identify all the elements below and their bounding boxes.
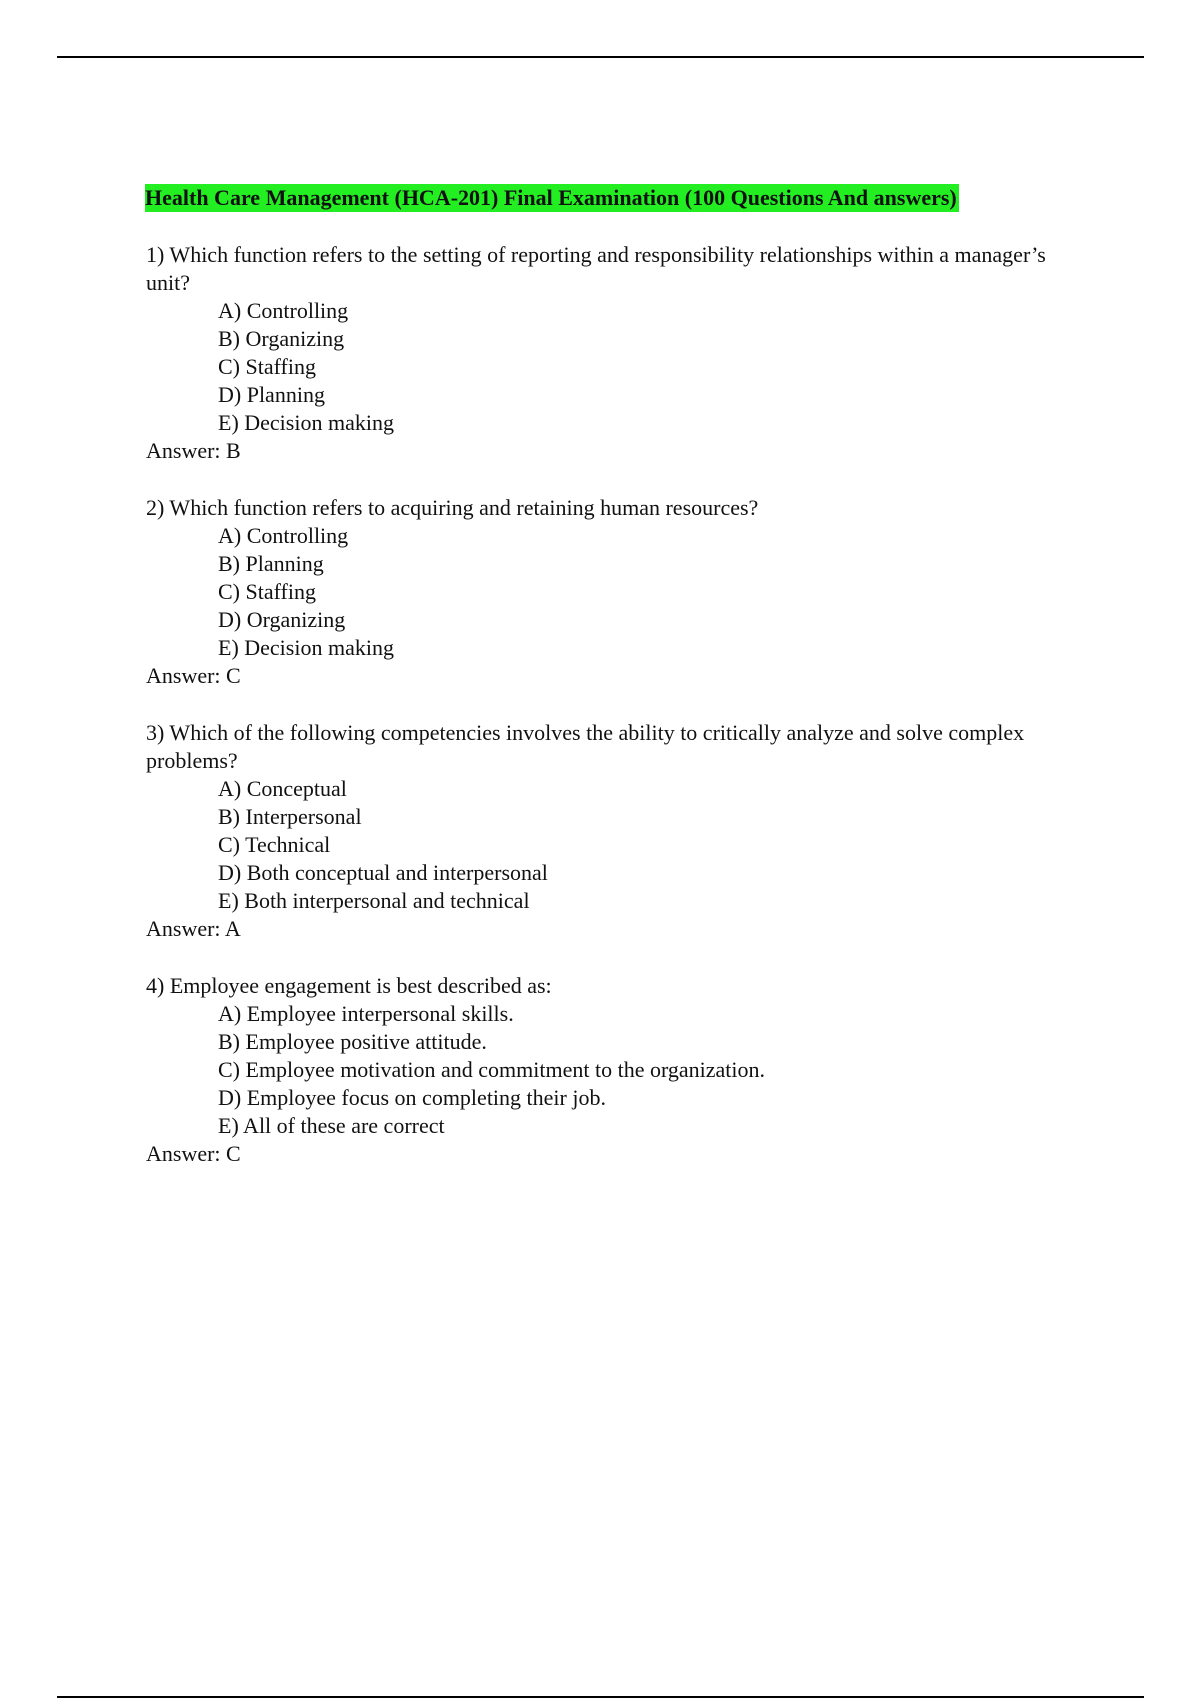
option-c: C) Staffing <box>218 354 316 379</box>
option-d: D) Organizing <box>218 607 346 632</box>
option-list <box>146 775 1046 915</box>
document-title: Health Care Management (HCA-201) Final Examination (100 Questions And answers) <box>145 185 957 210</box>
question-2 <box>146 494 1046 690</box>
question-text: 4) Employee engagement is best described as: <box>146 973 552 998</box>
answer-line: Answer: A <box>146 916 241 941</box>
option-b: B) Planning <box>218 551 324 576</box>
option-e: E) Decision making <box>218 410 394 435</box>
answer-line: Answer: C <box>146 663 241 688</box>
question-3 <box>146 719 1046 943</box>
option-b: B) Interpersonal <box>218 804 362 829</box>
option-b: B) Employee positive attitude. <box>218 1029 487 1054</box>
option-a: A) Conceptual <box>218 776 347 801</box>
question-text: 1) Which function refers to the setting of reporting and responsibility relationships within a manager’s unit? <box>146 242 1046 295</box>
option-d: D) Planning <box>218 382 325 407</box>
top-rule <box>57 56 1144 58</box>
option-d: D) Both conceptual and interpersonal <box>218 860 548 885</box>
question-1 <box>146 241 1046 465</box>
option-c: C) Staffing <box>218 579 316 604</box>
question-4 <box>146 972 1046 1168</box>
option-a: A) Controlling <box>218 523 349 548</box>
option-c: C) Technical <box>218 832 331 857</box>
option-b: B) Organizing <box>218 326 345 351</box>
option-list <box>146 1000 1046 1140</box>
question-text: 3) Which of the following competencies involves the ability to critically analyze and solve complex problems? <box>146 720 1025 773</box>
option-e: E) All of these are correct <box>218 1113 445 1138</box>
option-c: C) Employee motivation and commitment to the organization. <box>218 1057 766 1082</box>
bottom-rule <box>57 1696 1144 1698</box>
question-text: 2) Which function refers to acquiring and retaining human resources? <box>146 495 759 520</box>
option-list <box>146 297 1046 437</box>
option-e: E) Both interpersonal and technical <box>218 888 530 913</box>
option-e: E) Decision making <box>218 635 394 660</box>
document-content <box>146 184 1046 1197</box>
option-list <box>146 522 1046 662</box>
option-a: A) Employee interpersonal skills. <box>218 1001 514 1026</box>
option-a: A) Controlling <box>218 298 349 323</box>
answer-line: Answer: C <box>146 1141 241 1166</box>
option-d: D) Employee focus on completing their job. <box>218 1085 606 1110</box>
answer-line: Answer: B <box>146 438 241 463</box>
